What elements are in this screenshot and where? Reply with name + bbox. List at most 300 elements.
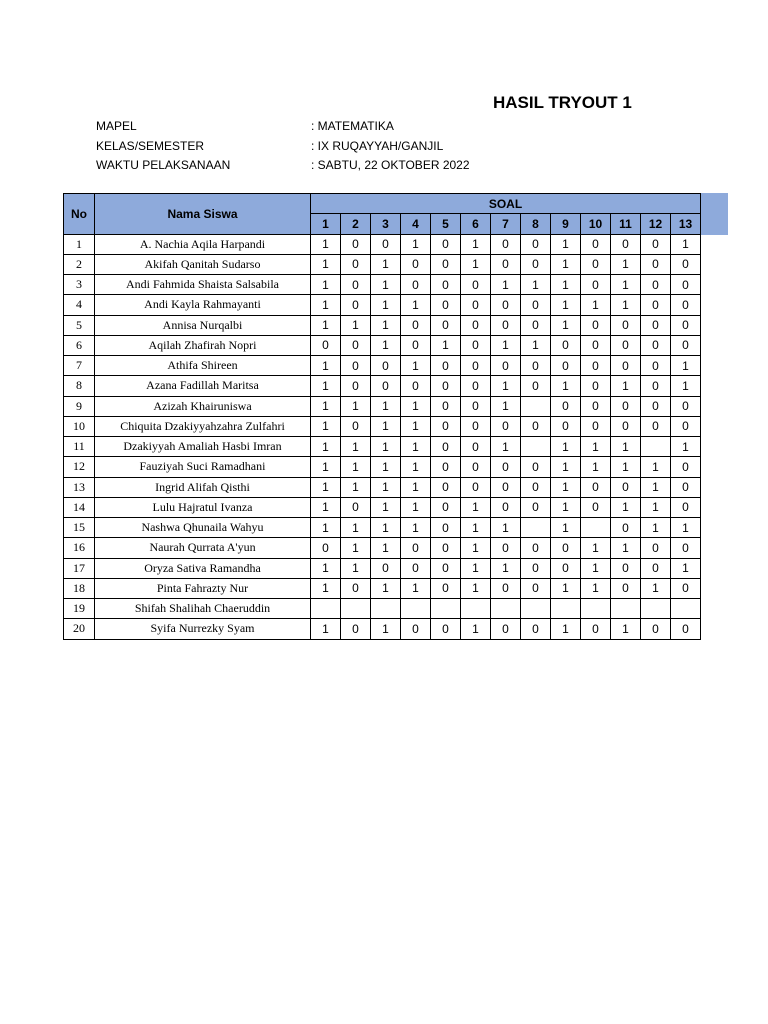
score-cell [581, 518, 611, 538]
score-cell: 1 [311, 558, 341, 578]
score-cell: 0 [611, 558, 641, 578]
table-row [64, 295, 701, 315]
student-name: Lulu Hajratul Ivanza [95, 497, 311, 517]
score-cell: 1 [311, 376, 341, 396]
row-number: 13 [64, 477, 95, 497]
score-cell: 0 [611, 315, 641, 335]
score-cell: 0 [551, 396, 581, 416]
info-key: KELAS/SEMESTER [96, 138, 205, 153]
score-cell: 0 [581, 234, 611, 254]
score-cell: 0 [641, 356, 671, 376]
score-cell [461, 599, 491, 619]
score-cell: 0 [581, 275, 611, 295]
score-cell: 1 [371, 457, 401, 477]
score-cell: 1 [611, 457, 641, 477]
score-cell: 1 [311, 295, 341, 315]
question-number: 3 [371, 214, 401, 234]
score-cell: 1 [641, 578, 671, 598]
score-cell: 0 [431, 518, 461, 538]
score-cell: 1 [551, 275, 581, 295]
score-cell: 0 [641, 558, 671, 578]
score-cell: 0 [551, 538, 581, 558]
score-cell: 0 [671, 619, 701, 639]
score-cell [311, 599, 341, 619]
score-cell: 1 [491, 275, 521, 295]
score-cell: 0 [431, 254, 461, 274]
score-cell: 0 [521, 619, 551, 639]
score-cell: 0 [461, 335, 491, 355]
question-number: 12 [641, 214, 671, 234]
score-cell: 1 [581, 578, 611, 598]
score-cell: 1 [551, 497, 581, 517]
col-header-soal: SOAL [311, 194, 701, 214]
score-cell: 1 [371, 477, 401, 497]
score-cell [431, 599, 461, 619]
table-row [64, 356, 701, 376]
score-cell: 1 [581, 558, 611, 578]
row-number: 8 [64, 376, 95, 396]
score-cell: 1 [371, 538, 401, 558]
student-name: Nashwa Qhunaila Wahyu [95, 518, 311, 538]
score-cell: 0 [371, 558, 401, 578]
table-row [64, 578, 701, 598]
score-cell: 0 [551, 335, 581, 355]
score-cell: 0 [491, 315, 521, 335]
score-cell: 1 [401, 396, 431, 416]
info-value: : MATEMATIKA [311, 119, 394, 133]
score-cell: 0 [521, 497, 551, 517]
student-name: Syifa Nurrezky Syam [95, 619, 311, 639]
question-number: 2 [341, 214, 371, 234]
question-number: 13 [671, 214, 701, 234]
score-cell: 1 [551, 376, 581, 396]
score-cell: 0 [671, 477, 701, 497]
score-cell: 1 [341, 457, 371, 477]
score-cell: 1 [371, 295, 401, 315]
table-row [64, 457, 701, 477]
row-number: 6 [64, 335, 95, 355]
score-cell: 0 [521, 234, 551, 254]
score-cell: 1 [491, 376, 521, 396]
score-cell: 1 [311, 356, 341, 376]
question-number: 10 [581, 214, 611, 234]
score-cell: 1 [401, 457, 431, 477]
student-name: Andi Kayla Rahmayanti [95, 295, 311, 315]
score-cell: 0 [401, 538, 431, 558]
score-cell: 1 [341, 315, 371, 335]
score-cell: 0 [611, 396, 641, 416]
table-row [64, 497, 701, 517]
row-number: 7 [64, 356, 95, 376]
table-row [64, 376, 701, 396]
score-cell: 1 [611, 497, 641, 517]
score-cell: 0 [461, 416, 491, 436]
student-name: Aqilah Zhafirah Nopri [95, 335, 311, 355]
score-cell: 0 [581, 315, 611, 335]
question-number: 7 [491, 214, 521, 234]
exam-info [96, 117, 470, 176]
score-cell: 1 [671, 356, 701, 376]
student-name: Fauziyah Suci Ramadhani [95, 457, 311, 477]
table-row [64, 619, 701, 639]
info-value: : IX RUQAYYAH/GANJIL [311, 138, 444, 153]
score-cell: 0 [521, 578, 551, 598]
score-cell: 0 [641, 254, 671, 274]
row-number: 18 [64, 578, 95, 598]
score-cell: 0 [521, 477, 551, 497]
student-name: Athifa Shireen [95, 356, 311, 376]
score-cell: 0 [371, 356, 401, 376]
score-cell: 1 [671, 234, 701, 254]
row-number: 17 [64, 558, 95, 578]
score-cell: 0 [641, 335, 671, 355]
question-number: 8 [521, 214, 551, 234]
row-number: 16 [64, 538, 95, 558]
score-cell: 1 [461, 619, 491, 639]
score-cell: 1 [311, 619, 341, 639]
student-name: Naurah Qurrata A'yun [95, 538, 311, 558]
score-cell: 0 [401, 335, 431, 355]
score-cell: 0 [431, 538, 461, 558]
score-cell: 1 [371, 335, 401, 355]
score-cell: 0 [581, 477, 611, 497]
score-cell: 1 [551, 254, 581, 274]
score-cell: 0 [491, 234, 521, 254]
score-cell [581, 599, 611, 619]
score-cell [611, 599, 641, 619]
row-number: 1 [64, 234, 95, 254]
question-number: 4 [401, 214, 431, 234]
score-cell: 0 [431, 416, 461, 436]
score-cell: 0 [671, 254, 701, 274]
question-number: 1 [311, 214, 341, 234]
score-cell: 1 [461, 254, 491, 274]
table-row [64, 234, 701, 254]
score-cell: 0 [491, 538, 521, 558]
score-cell: 0 [491, 295, 521, 315]
score-cell: 0 [521, 457, 551, 477]
score-cell: 1 [551, 619, 581, 639]
score-cell: 0 [431, 578, 461, 598]
score-cell: 1 [461, 578, 491, 598]
score-cell: 1 [491, 437, 521, 457]
score-cell: 0 [311, 335, 341, 355]
question-number: 5 [431, 214, 461, 234]
score-cell: 1 [311, 416, 341, 436]
score-cell: 0 [671, 457, 701, 477]
score-cell: 0 [341, 234, 371, 254]
row-number: 11 [64, 437, 95, 457]
score-cell: 0 [401, 558, 431, 578]
score-cell: 1 [671, 376, 701, 396]
score-cell: 1 [311, 254, 341, 274]
score-cell: 0 [431, 315, 461, 335]
score-cell: 1 [401, 518, 431, 538]
score-cell: 1 [551, 518, 581, 538]
score-cell: 0 [641, 538, 671, 558]
score-cell: 0 [341, 376, 371, 396]
table-body [64, 234, 701, 639]
score-cell: 1 [341, 518, 371, 538]
score-cell: 1 [641, 457, 671, 477]
score-cell: 0 [491, 578, 521, 598]
score-cell: 0 [461, 295, 491, 315]
score-cell: 0 [341, 578, 371, 598]
score-cell: 0 [551, 356, 581, 376]
score-cell: 1 [311, 234, 341, 254]
score-cell: 0 [581, 396, 611, 416]
score-cell: 1 [371, 416, 401, 436]
score-cell: 0 [671, 416, 701, 436]
score-cell: 0 [581, 497, 611, 517]
score-cell: 1 [401, 416, 431, 436]
score-cell: 0 [431, 437, 461, 457]
table-row [64, 335, 701, 355]
score-cell: 1 [311, 477, 341, 497]
score-cell: 0 [341, 254, 371, 274]
info-key: WAKTU PELAKSANAAN [96, 158, 231, 172]
score-cell: 0 [671, 578, 701, 598]
score-cell: 1 [641, 518, 671, 538]
score-cell: 1 [371, 578, 401, 598]
score-cell: 0 [611, 335, 641, 355]
score-cell: 1 [311, 457, 341, 477]
score-cell: 0 [521, 356, 551, 376]
header-fill-overflow [698, 193, 728, 235]
info-row-kelas [96, 137, 470, 157]
score-cell: 0 [461, 396, 491, 416]
score-cell [341, 599, 371, 619]
score-cell: 0 [611, 578, 641, 598]
student-name: Akifah Qanitah Sudarso [95, 254, 311, 274]
score-cell: 1 [611, 254, 641, 274]
student-name: Pinta Fahrazty Nur [95, 578, 311, 598]
score-cell: 1 [551, 578, 581, 598]
score-cell: 0 [371, 234, 401, 254]
info-row-waktu [96, 156, 470, 176]
score-cell: 0 [551, 558, 581, 578]
score-cell: 1 [581, 457, 611, 477]
score-cell: 1 [401, 578, 431, 598]
table-row [64, 518, 701, 538]
score-cell: 0 [371, 376, 401, 396]
score-cell: 1 [401, 437, 431, 457]
score-cell: 0 [671, 497, 701, 517]
score-cell: 0 [611, 518, 641, 538]
score-cell: 1 [671, 518, 701, 538]
score-cell: 0 [581, 254, 611, 274]
score-cell: 0 [641, 619, 671, 639]
score-cell: 1 [551, 295, 581, 315]
score-cell: 0 [401, 254, 431, 274]
score-cell [491, 599, 521, 619]
question-number: 9 [551, 214, 581, 234]
score-cell: 0 [461, 315, 491, 335]
table-row [64, 437, 701, 457]
score-cell: 1 [431, 335, 461, 355]
score-cell: 0 [671, 295, 701, 315]
score-cell: 1 [611, 538, 641, 558]
score-cell [641, 437, 671, 457]
row-number: 15 [64, 518, 95, 538]
info-row-mapel [96, 117, 470, 137]
score-cell: 1 [401, 356, 431, 376]
score-cell: 1 [371, 437, 401, 457]
score-cell: 0 [491, 416, 521, 436]
score-cell: 1 [491, 396, 521, 416]
score-cell: 0 [401, 275, 431, 295]
results-table [63, 193, 701, 640]
score-cell: 1 [461, 497, 491, 517]
score-cell: 1 [581, 437, 611, 457]
score-cell: 0 [401, 376, 431, 396]
score-cell [371, 599, 401, 619]
score-cell: 0 [431, 558, 461, 578]
score-cell: 0 [521, 295, 551, 315]
score-cell: 1 [461, 234, 491, 254]
table-row [64, 396, 701, 416]
score-cell: 0 [431, 275, 461, 295]
score-cell: 0 [521, 376, 551, 396]
score-cell: 1 [401, 234, 431, 254]
score-cell: 0 [641, 416, 671, 436]
score-cell: 1 [491, 335, 521, 355]
info-key: MAPEL [96, 119, 137, 133]
score-cell: 0 [401, 619, 431, 639]
score-cell [551, 599, 581, 619]
table-row [64, 254, 701, 274]
score-cell: 0 [671, 335, 701, 355]
score-cell: 1 [611, 619, 641, 639]
score-cell: 0 [341, 275, 371, 295]
score-cell: 0 [521, 416, 551, 436]
score-cell: 1 [371, 315, 401, 335]
question-number: 11 [611, 214, 641, 234]
score-cell: 1 [581, 295, 611, 315]
score-cell: 1 [311, 578, 341, 598]
score-cell: 1 [461, 538, 491, 558]
score-cell: 1 [401, 497, 431, 517]
student-name: Dzakiyyah Amaliah Hasbi Imran [95, 437, 311, 457]
score-cell: 0 [341, 295, 371, 315]
score-cell: 1 [371, 518, 401, 538]
score-cell: 0 [491, 254, 521, 274]
score-cell: 0 [521, 315, 551, 335]
score-cell: 1 [341, 477, 371, 497]
row-number: 14 [64, 497, 95, 517]
score-cell: 1 [611, 275, 641, 295]
score-cell [401, 599, 431, 619]
score-cell: 1 [401, 477, 431, 497]
score-cell: 0 [431, 295, 461, 315]
score-cell: 0 [461, 477, 491, 497]
score-cell: 1 [341, 558, 371, 578]
score-cell: 1 [551, 234, 581, 254]
score-cell: 0 [431, 356, 461, 376]
score-cell: 0 [431, 376, 461, 396]
question-number: 6 [461, 214, 491, 234]
score-cell: 0 [461, 437, 491, 457]
score-cell: 0 [641, 234, 671, 254]
score-cell: 1 [311, 437, 341, 457]
row-number: 4 [64, 295, 95, 315]
table-row [64, 558, 701, 578]
score-cell: 0 [431, 457, 461, 477]
table-row [64, 538, 701, 558]
table-row [64, 315, 701, 335]
score-cell: 1 [311, 396, 341, 416]
page-title: HASIL TRYOUT 1 [493, 93, 632, 112]
score-cell: 0 [431, 396, 461, 416]
student-name: Azana Fadillah Maritsa [95, 376, 311, 396]
score-cell: 0 [341, 619, 371, 639]
score-cell: 1 [371, 275, 401, 295]
score-cell: 1 [491, 518, 521, 538]
score-cell: 1 [341, 437, 371, 457]
score-cell: 0 [341, 335, 371, 355]
score-cell: 1 [341, 396, 371, 416]
score-cell: 0 [461, 457, 491, 477]
student-name: Andi Fahmida Shaista Salsabila [95, 275, 311, 295]
score-cell: 1 [371, 497, 401, 517]
score-cell: 0 [581, 416, 611, 436]
score-cell [671, 599, 701, 619]
score-cell [521, 518, 551, 538]
score-cell: 0 [641, 376, 671, 396]
score-cell: 0 [641, 275, 671, 295]
score-cell: 1 [611, 295, 641, 315]
score-cell: 1 [581, 538, 611, 558]
table-row [64, 416, 701, 436]
score-cell: 1 [641, 477, 671, 497]
table-row [64, 599, 701, 619]
score-cell: 1 [551, 477, 581, 497]
score-cell: 0 [611, 356, 641, 376]
score-cell: 0 [521, 558, 551, 578]
score-cell: 0 [581, 356, 611, 376]
score-cell [521, 437, 551, 457]
score-cell: 0 [611, 416, 641, 436]
score-cell: 1 [371, 396, 401, 416]
score-cell: 0 [491, 619, 521, 639]
table-row [64, 477, 701, 497]
score-cell: 0 [431, 234, 461, 254]
score-cell: 0 [641, 396, 671, 416]
score-cell: 0 [491, 497, 521, 517]
student-name: A. Nachia Aqila Harpandi [95, 234, 311, 254]
col-header-name: Nama Siswa [95, 194, 311, 235]
score-cell: 0 [461, 376, 491, 396]
score-cell: 1 [491, 558, 521, 578]
student-name: Azizah Khairuniswa [95, 396, 311, 416]
score-cell [521, 599, 551, 619]
score-cell: 1 [371, 254, 401, 274]
score-cell: 1 [311, 275, 341, 295]
score-cell [521, 396, 551, 416]
score-cell: 0 [431, 477, 461, 497]
score-cell: 0 [401, 315, 431, 335]
score-cell: 0 [521, 538, 551, 558]
score-cell: 0 [341, 356, 371, 376]
row-number: 12 [64, 457, 95, 477]
score-cell: 0 [341, 497, 371, 517]
row-number: 3 [64, 275, 95, 295]
score-cell: 0 [581, 335, 611, 355]
score-cell: 1 [461, 518, 491, 538]
score-cell: 0 [311, 538, 341, 558]
score-cell: 1 [611, 376, 641, 396]
score-cell: 0 [491, 477, 521, 497]
